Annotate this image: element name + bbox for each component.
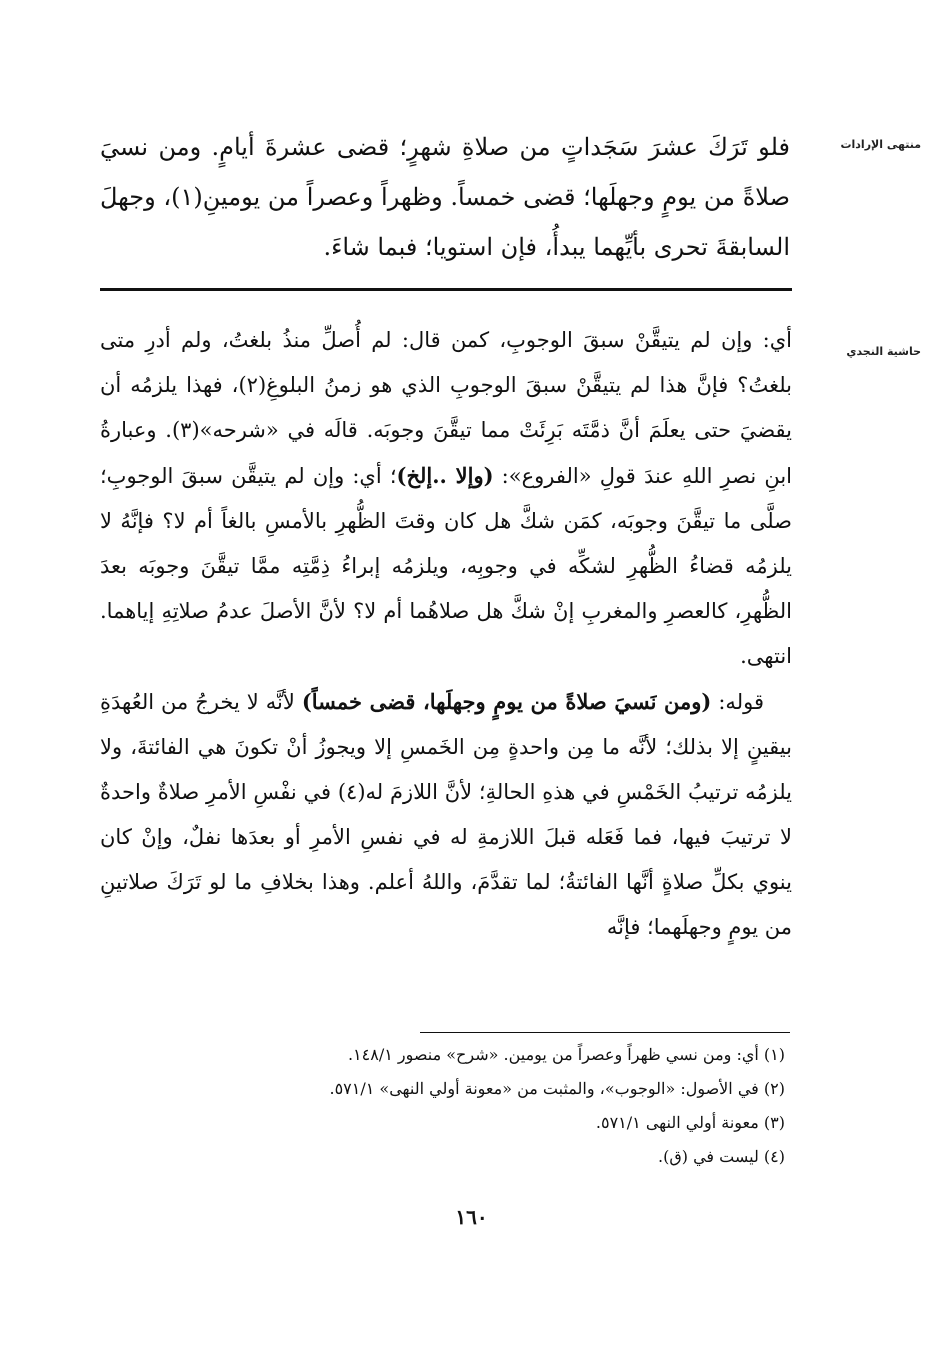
footnote-1: (١) أي: ومن نسي ظهراً وعصراً من يومين. «شرح» منصور ١٤٨/١. (347, 1045, 785, 1064)
main-paragraph: فلو تَرَكَ عشرَ سَجَداتٍ من صلاةِ شهرٍ؛ قضى عشرةَ أيامٍ. ومن نسيَ صلاةً من يومٍ وجهلَها؛ قضى خمساً. وظهراً وعصراً من يومينِ(١)، وجهلَ السابقةَ تحرى بأيِّهما يبدأُ، فإن استويا؛ فبما شاءَ. (100, 133, 791, 261)
side-label-main: منتهى الإرادات (840, 138, 921, 151)
footnote-3: (٣) معونة أولي النهى ٥٧١/١. (595, 1113, 785, 1132)
page-number: ١٦٠ (455, 1205, 488, 1229)
commentary-p2-lead: قوله: (718, 690, 764, 714)
commentary-p1-quote: (وإلا ..إلخ) (396, 463, 494, 488)
commentary-paragraph-1 (100, 318, 792, 679)
side-label-commentary: حاشية النجدي (846, 345, 921, 358)
section-divider (100, 288, 792, 291)
footnote-4: (٤) ليست في (ق). (658, 1147, 785, 1166)
commentary-block (100, 318, 792, 950)
commentary-p1-text: أي: وإن لم يتيقَّنْ سبقَ الوجوبِ، كمن قال: لم أُصلِّ منذُ بلغتُ، ولم أدرِ متى بلغتُ؟ فإنَّ هذا لم يتيقَّنْ سبقَ الوجوبِ الذي هو زمنُ البلوغِ(٢)، فهذا يلزمُه أن يقضيَ حتى يعلَمَ أنَّ ذمَّتَه بَرِئَتْ مما تيقَّنَ وجوبَه. قالَه في «شرحه»(٣). وعبارةُ ابنِ نصرِ اللهِ عندَ قولِ «الفروع»: (100, 328, 793, 488)
commentary-p2-text: لأنَّه لا يخرجُ من العُهدَةِ بيقينٍ إلا بذلك؛ لأنَّه ما مِن واحدةٍ مِن الخَمسِ إلا ويجوزُ أنْ تكونَ هي الفائتةَ، ولا يلزمُه ترتيبُ الخَمْسِ في هذهِ الحالةِ؛ لأنَّ اللازمَ له(٤) في نفْسِ الأمرِ صلاةٌ واحدةٌ لا ترتيبَ فيها، فما فَعَله قبلَ اللازمةِ له في نفسِ الأمرِ أو بعدَها نفلٌ، وإنْ كان ينوي بكلِّ صلاةٍ أنَّها الفائتةُ؛ لما تقدَّمَ، واللهُ أعلم. وهذا بخلافِ ما لو تَرَكَ صلاتينِ من يومٍ وجهلَهما؛ فإنَّه (100, 690, 792, 939)
footnotes-block (180, 1038, 785, 1174)
commentary-p2-quote: (ومن نَسيَ صلاةً من يومٍ وجهلَها، قضى خمساً) (301, 689, 712, 714)
commentary-paragraph-2 (100, 679, 792, 950)
footnote-2: (٢) في الأصول: «الوجوب»، والمثبت من «معونة أولي النهى» ٥٧١/١. (329, 1079, 785, 1098)
footnote-rule (420, 1032, 790, 1033)
main-text-block (100, 122, 790, 272)
commentary-p1-end: ؛ أي: وإن لم يتيقَّن سبقَ الوجوبِ؛ صلَّى ما تيقَّنَ وجوبَه، كمَن شكَّ هل كان وقتَ الظُّهرِ بالأمسِ بالغاً أم لا؟ فإنَّهُ لا يلزمُه قضاءُ الظُّهرِ لشكِّه في وجوبِه، ويلزمُه إبراءُ ذِمَّتِه ممَّا تيقَّنَ وجوبَه بعدَ الظُّهرِ، كالعصرِ والمغربِ إنْ شكَّ هل صلاهُما أم لا؟ لأنَّ الأصلَ عدمُ صلاتِهِ إياهما. انتهى. (100, 464, 792, 668)
